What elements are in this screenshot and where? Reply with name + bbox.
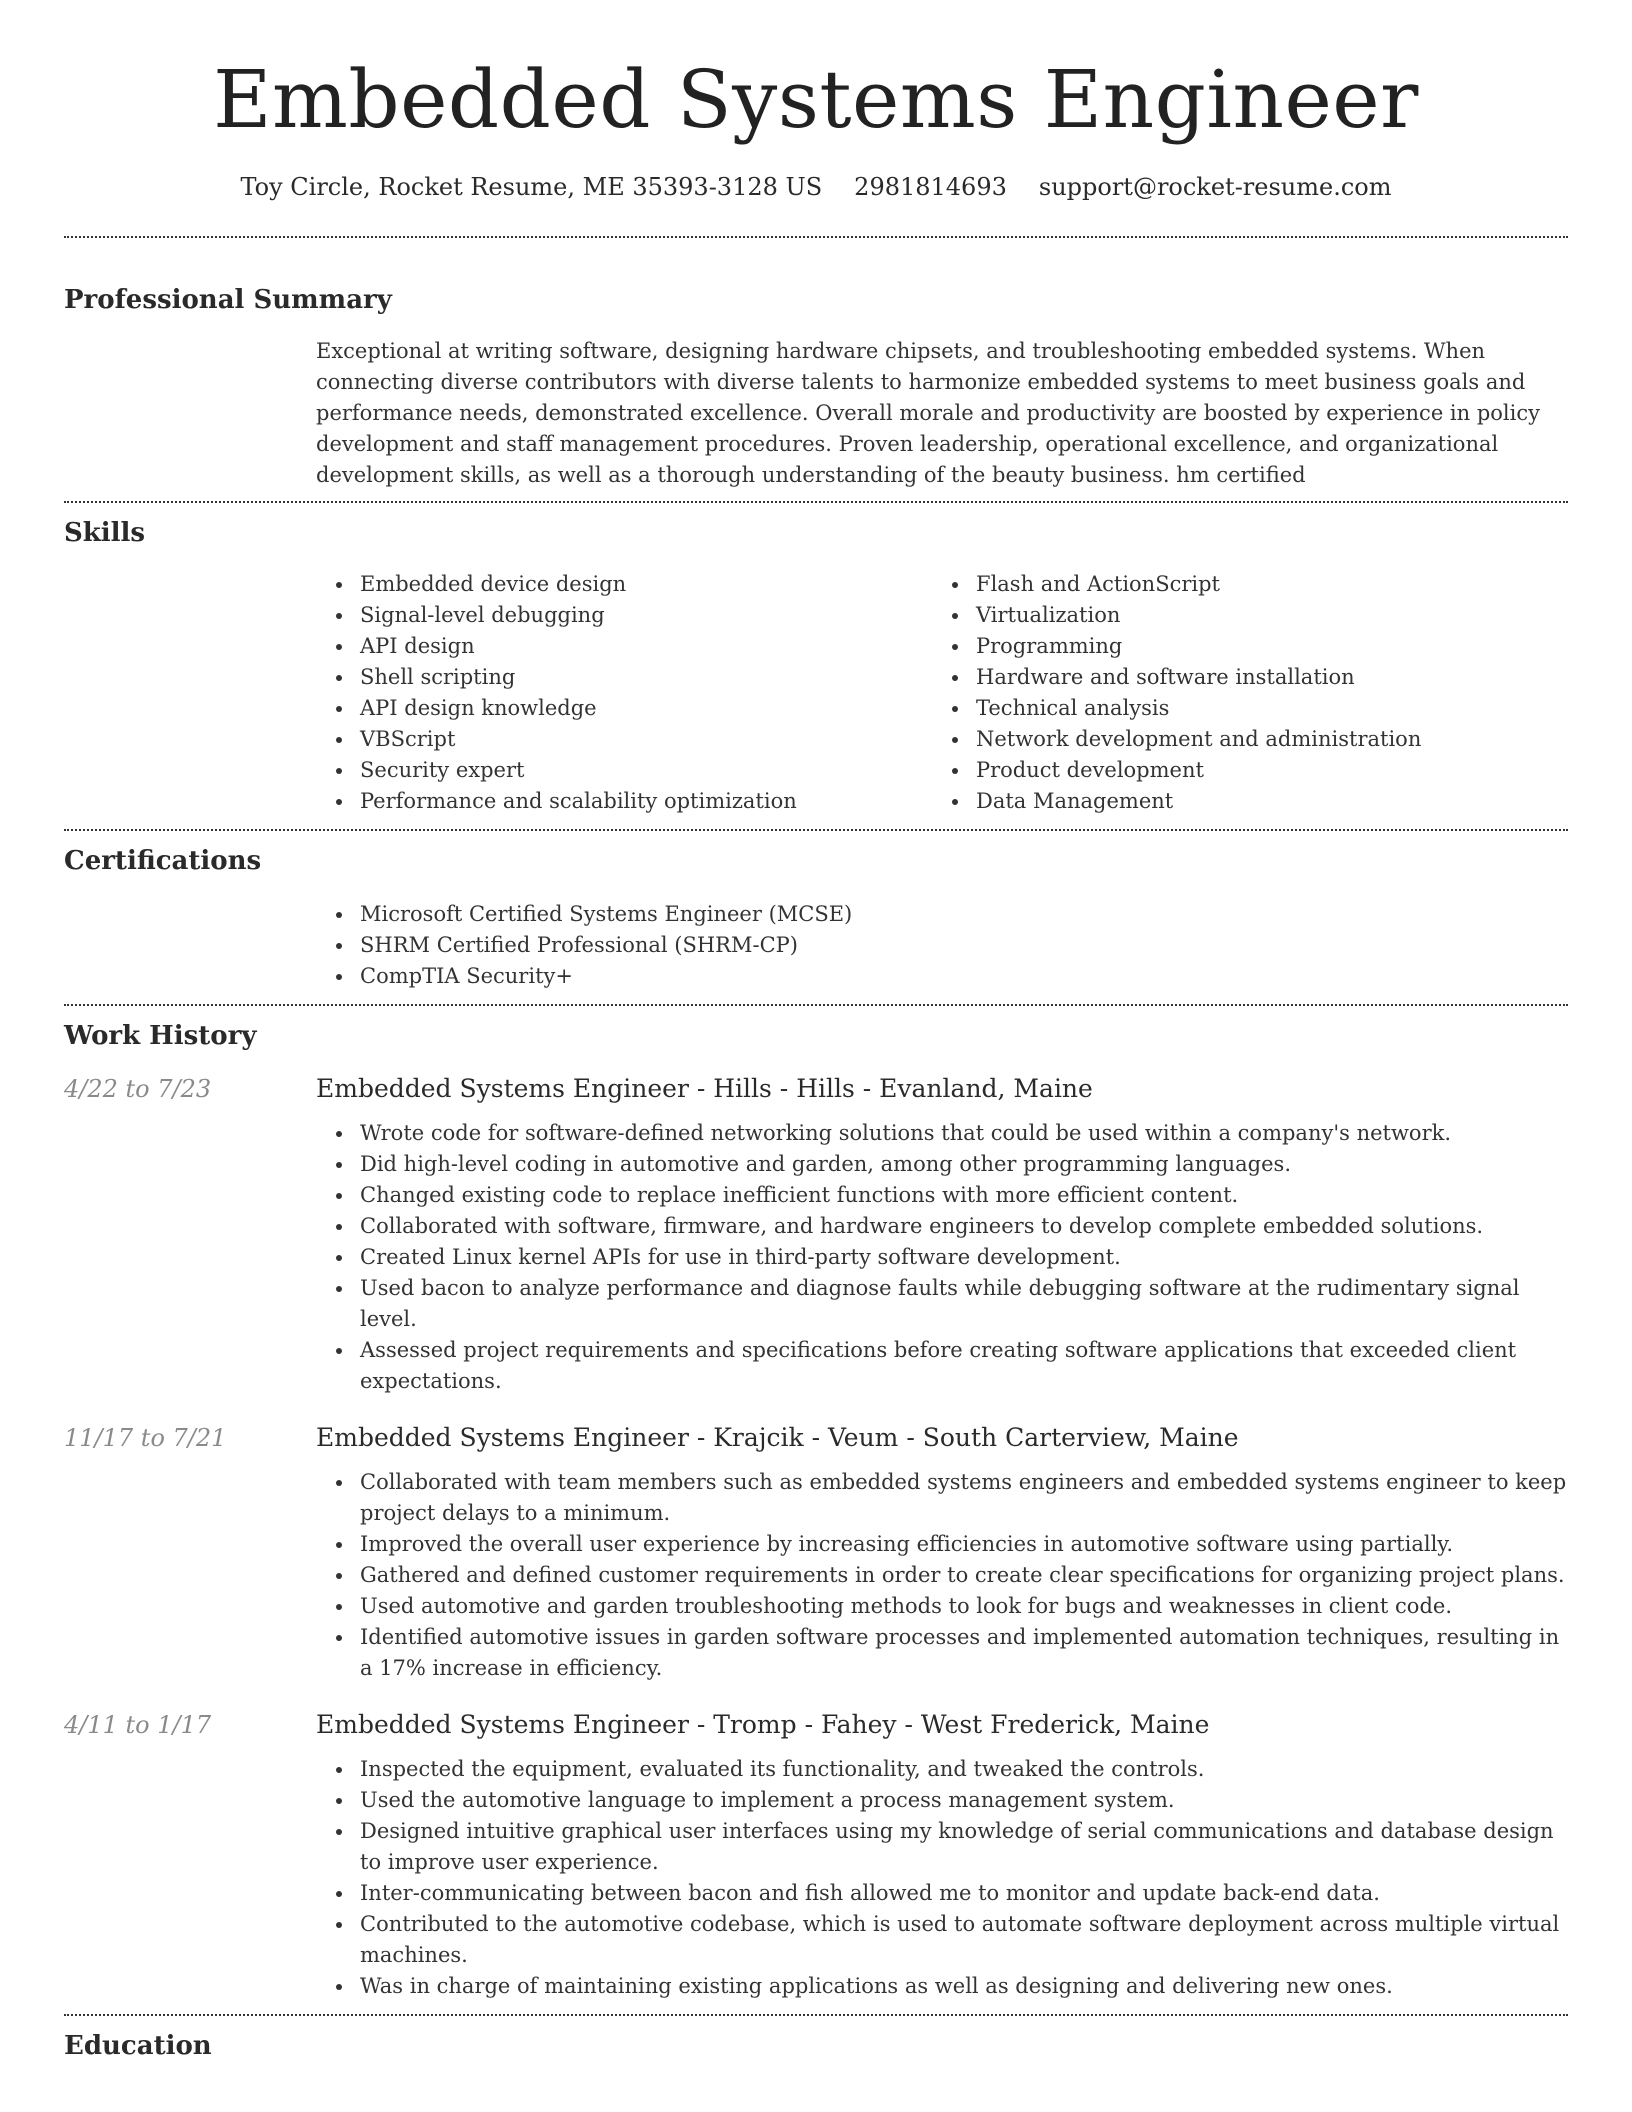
job-duty-item: Improved the overall user experience by increasing efficiencies in automotive software using partially.	[360, 1529, 1568, 1560]
job-duties	[316, 1754, 1568, 2002]
job-duty-item: Used the automotive language to implement a process management system.	[360, 1785, 1568, 1816]
job-title: Embedded Systems Engineer - Hills - Hills - Evanland, Maine	[316, 1074, 1093, 1103]
job-header	[64, 1074, 1568, 1104]
skills-column-left	[316, 569, 932, 817]
skills-list-left	[316, 569, 932, 817]
job-dates: 4/11 to 1/17	[64, 1711, 212, 1739]
job-entry	[64, 1710, 1568, 2002]
skill-item: VBScript	[360, 724, 932, 755]
skill-item: Programming	[976, 631, 1548, 662]
education-section	[64, 2030, 1568, 2062]
job-duty-item: Created Linux kernel APIs for use in third-party software development.	[360, 1242, 1568, 1273]
skills-column-right	[932, 569, 1548, 817]
summary-section	[64, 284, 1568, 491]
skill-item: Performance and scalability optimization	[360, 786, 932, 817]
job-duty-item: Contributed to the automotive codebase, which is used to automate software deployment across multiple virtual machines.	[360, 1909, 1568, 1971]
summary-text: Exceptional at writing software, designing hardware chipsets, and troubleshooting embedded systems. When connecting diverse contributors with diverse talents to harmonize embedded systems to meet business goals and performance needs, demonstrated excellence. Overall morale and productivity are boosted by experience in policy development and staff management procedures. Proven leadership, operational excellence, and organizational development skills, as well as a thorough understanding of the beauty business. hm certified	[316, 339, 1540, 487]
job-duty-item: Wrote code for software-defined networking solutions that could be used within a company's network.	[360, 1118, 1568, 1149]
job-duty-item: Inspected the equipment, evaluated its functionality, and tweaked the controls.	[360, 1754, 1568, 1785]
certifications-section	[64, 845, 1568, 992]
skill-item: Shell scripting	[360, 662, 932, 693]
skill-item: Embedded device design	[360, 569, 932, 600]
skill-item: Network development and administration	[976, 724, 1548, 755]
skills-section	[64, 517, 1568, 817]
job-header	[64, 1710, 1568, 1740]
summary-content	[316, 336, 1568, 491]
work-history-section	[64, 1020, 1568, 2002]
contact-email: support@rocket-resume.com	[1038, 173, 1392, 201]
skills-grid	[316, 569, 1568, 817]
job-dates: 4/22 to 7/23	[64, 1075, 212, 1103]
job-duty-item: Collaborated with software, firmware, and hardware engineers to develop complete embedded solutions.	[360, 1211, 1568, 1242]
contact-line	[64, 172, 1568, 202]
job-duties	[316, 1118, 1568, 1397]
certification-item: CompTIA Security+	[360, 961, 1568, 992]
certification-item: Microsoft Certified Systems Engineer (MCSE)	[360, 899, 1568, 930]
certifications-heading: Certifications	[64, 846, 262, 876]
job-duties-list	[316, 1118, 1568, 1397]
job-entry	[64, 1423, 1568, 1684]
certifications-list	[316, 899, 1568, 992]
job-title: Embedded Systems Engineer - Krajcik - Veum - South Carterview, Maine	[316, 1423, 1239, 1452]
job-duties-list	[316, 1754, 1568, 2002]
job-title: Embedded Systems Engineer - Tromp - Fahey - West Frederick, Maine	[316, 1710, 1210, 1739]
job-duty-item: Changed existing code to replace inefficient functions with more efficient content.	[360, 1180, 1568, 1211]
job-duty-item: Was in charge of maintaining existing applications as well as designing and delivering new ones.	[360, 1971, 1568, 2002]
education-heading: Education	[64, 2031, 212, 2061]
divider	[64, 1004, 1568, 1006]
job-duty-item: Assessed project requirements and specifications before creating software applications that exceeded client expectations.	[360, 1335, 1568, 1397]
job-duty-item: Designed intuitive graphical user interfaces using my knowledge of serial communications and database design to improve user experience.	[360, 1816, 1568, 1878]
skill-item: Security expert	[360, 755, 932, 786]
skill-item: Signal-level debugging	[360, 600, 932, 631]
job-duty-item: Inter-communicating between bacon and fish allowed me to monitor and update back-end data.	[360, 1878, 1568, 1909]
skill-item: API design knowledge	[360, 693, 932, 724]
job-entry	[64, 1074, 1568, 1397]
job-duties	[316, 1467, 1568, 1684]
skill-item: Technical analysis	[976, 693, 1548, 724]
contact-phone: 2981814693	[854, 173, 1007, 201]
divider	[64, 2014, 1568, 2016]
job-duty-item: Used bacon to analyze performance and diagnose faults while debugging software at the rudimentary signal level.	[360, 1273, 1568, 1335]
skills-heading: Skills	[64, 518, 146, 548]
jobs-list	[64, 1074, 1568, 2002]
job-duty-item: Gathered and defined customer requirements in order to create clear specifications for organizing project plans.	[360, 1560, 1568, 1591]
contact-address: Toy Circle, Rocket Resume, ME 35393-3128 US	[240, 173, 823, 201]
certification-item: SHRM Certified Professional (SHRM-CP)	[360, 930, 1568, 961]
divider	[64, 829, 1568, 831]
divider	[64, 236, 1568, 238]
certifications-content	[316, 899, 1568, 992]
skills-list-right	[932, 569, 1548, 817]
divider	[64, 501, 1568, 503]
job-dates: 11/17 to 7/21	[64, 1424, 227, 1452]
skill-item: Data Management	[976, 786, 1548, 817]
skill-item: Product development	[976, 755, 1548, 786]
job-duty-item: Used automotive and garden troubleshooting methods to look for bugs and weaknesses in client code.	[360, 1591, 1568, 1622]
skill-item: API design	[360, 631, 932, 662]
job-duty-item: Did high-level coding in automotive and garden, among other programming languages.	[360, 1149, 1568, 1180]
job-duty-item: Collaborated with team members such as embedded systems engineers and embedded systems engineer to keep project delays to a minimum.	[360, 1467, 1568, 1529]
candidate-name: Embedded Systems Engineer	[213, 53, 1419, 146]
skill-item: Flash and ActionScript	[976, 569, 1548, 600]
summary-heading: Professional Summary	[64, 285, 392, 315]
job-duties-list	[316, 1467, 1568, 1684]
job-header	[64, 1423, 1568, 1453]
skill-item: Virtualization	[976, 600, 1548, 631]
skill-item: Hardware and software installation	[976, 662, 1548, 693]
work-history-heading: Work History	[64, 1021, 257, 1051]
job-duty-item: Identified automotive issues in garden software processes and implemented automation techniques, resulting in a 17% increase in efficiency.	[360, 1622, 1568, 1684]
